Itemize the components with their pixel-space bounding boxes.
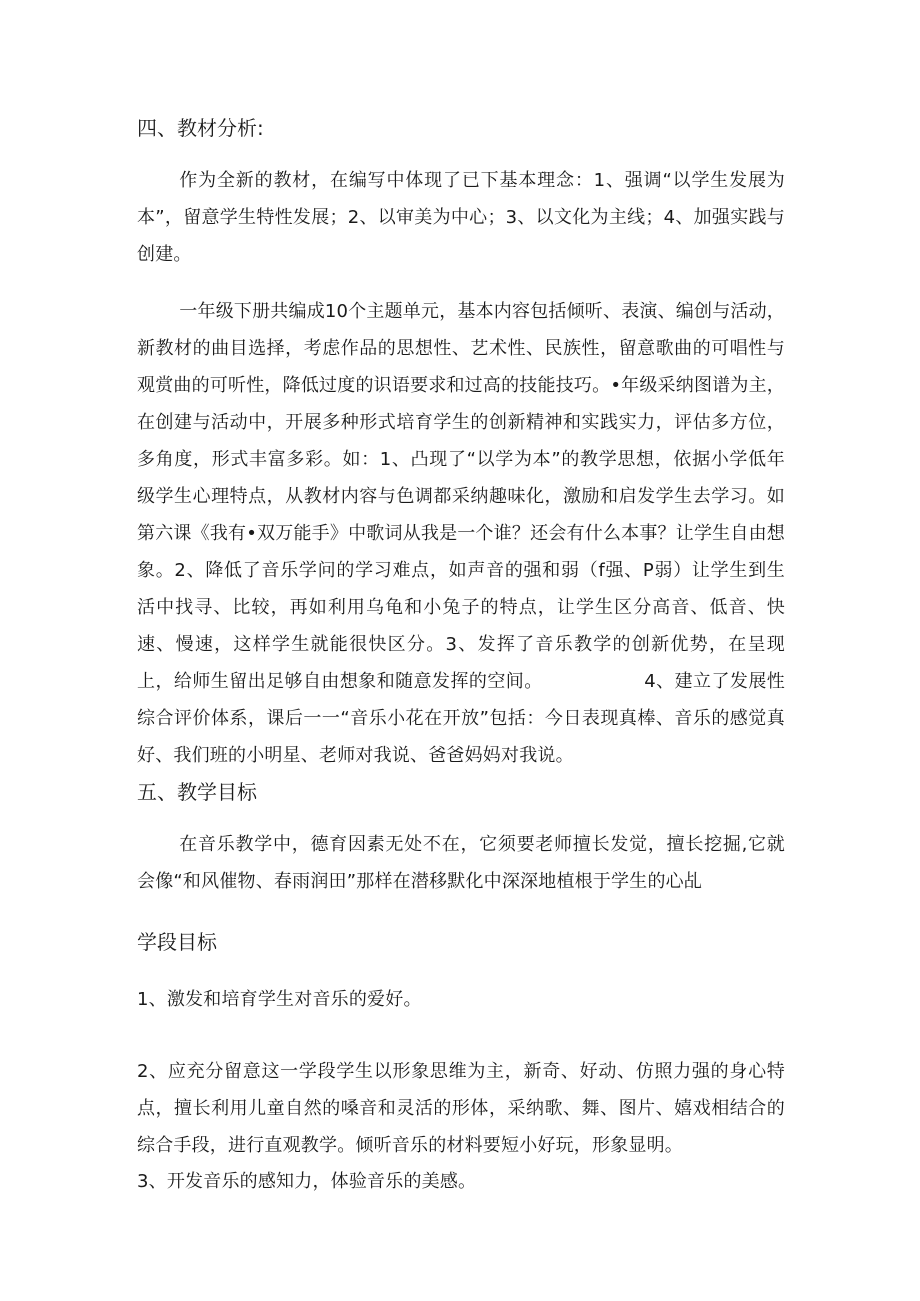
paragraph-moral-education: 在音乐教学中，德育因素无处不在，它须要老师擅长发觉，擅长挖掘,它就会像“和风催物、春雨润田”那样在潜移默化中深深地植根于学生的心乩	[137, 834, 785, 892]
section-heading-teaching-goals: 五、教学目标	[137, 780, 257, 804]
paragraph-textbook-principles: 作为全新的教材，在编写中体现了已下基本理念：1、强调“以学生发展为本”，留意学生特性发展；2、以审美为中心；3、以文化为主线；4、加强实践与创建。	[137, 170, 785, 265]
section-heading-textbook-analysis: 四、教材分析:	[137, 116, 264, 140]
section-heading-stage-goals: 学段目标	[137, 930, 217, 954]
list-item-goal-3: 3、开发音乐的感知力，体验音乐的美感。	[137, 1171, 477, 1192]
list-item-goal-1: 1、激发和培育学生对音乐的爱好。	[137, 989, 422, 1010]
list-item-goal-2: 2、应充分留意这一学段学生以形象思维为主，新奇、好动、仿照力强的身心特点，擅长利用儿童自然的嗓音和灵活的形体，采纳歌、舞、图片、嬉戏相结合的综合手段，进行直观教学。倾听音乐的材料要短小好玩，形象显明。	[137, 1061, 785, 1156]
paragraph-textbook-content: 一年级下册共编成10个主题单元，基本内容包括倾听、表演、编创与活动，新教材的曲目选择，考虑作品的思想性、艺术性、民族性，留意歌曲的可唱性与观赏曲的可听性，降低过度的识语要求和过高的技能技巧。•年级采纳图谱为主，在创建与活动中，开展多种形式培育学生的创新精神和实践实力，评估多方位，多角度，形式丰富多彩。如：1、凸现了“以学为本”的教学思想，依据小学低年级学生心理特点，从教材内容与色调都采纳趣味化，激励和启发学生去学习。如第六课《我有•双万能手》中歌词从我是一个谁？还会有什么本事？让学生自由想象。2、降低了音乐学问的学习难点，如声音的强和弱（f强、P弱）让学生到生活中找寻、比较，再如利用乌龟和小兔子的特点，让学生区分高音、低音、快速、慢速，这样学生就能很快区分。3、发挥了音乐教学的创新优势，在呈现上，给师生留出足够自由想象和随意发挥的空间。 4、建立了发展性综合评价体系，课后一一“音乐小花在开放”包括：今日表现真棒、音乐的感觉真好、我们班的小明星、老师对我说、爸爸妈妈对我说。	[137, 301, 785, 766]
